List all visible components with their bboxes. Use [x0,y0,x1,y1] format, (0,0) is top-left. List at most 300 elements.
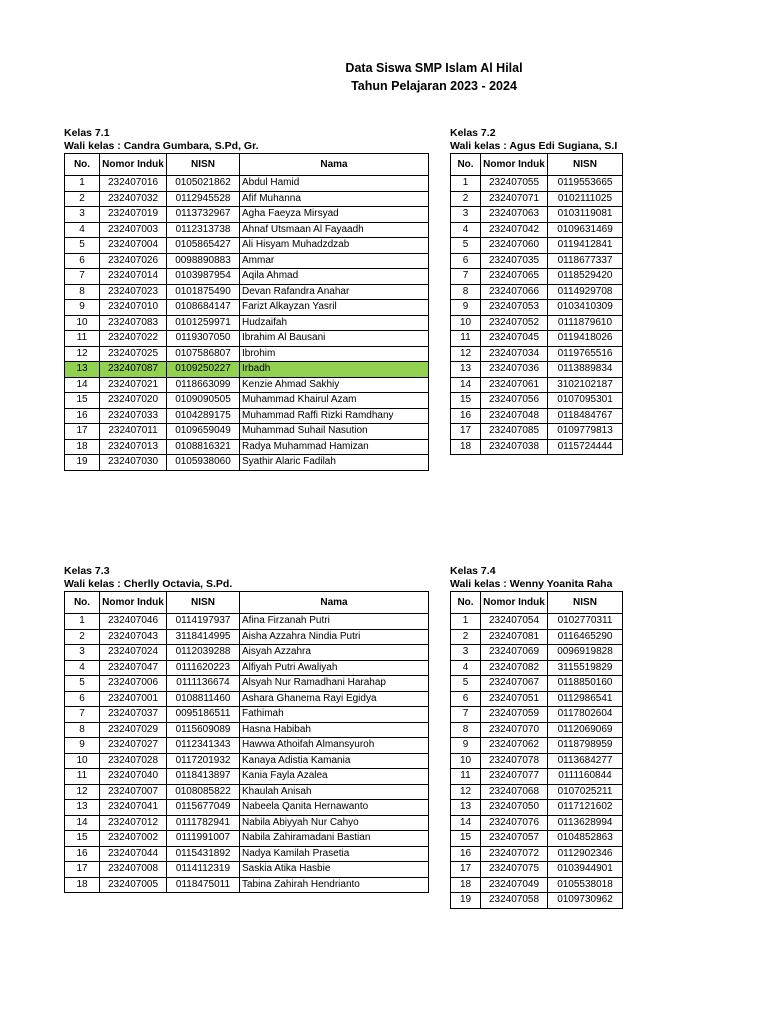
cell-no: 16 [451,408,481,424]
document-title [300,59,568,95]
cell-no: 7 [451,269,481,285]
cell-nomor-induk: 232407047 [100,660,167,676]
cell-nomor-induk: 232407045 [481,331,548,347]
table-row [65,284,429,300]
table-row [65,300,429,316]
table-row [65,315,429,331]
cell-nisn: 0109659049 [167,424,240,440]
table-row [65,800,429,816]
cell-nisn: 0101259971 [167,315,240,331]
cell-nisn: 0114112319 [167,862,240,878]
cell-nisn: 0101875490 [167,284,240,300]
table-row [65,722,429,738]
cell-no: 2 [451,629,481,645]
cell-no: 1 [65,176,100,192]
cell-nomor-induk: 232407056 [481,393,548,409]
cell-nomor-induk: 232407003 [100,222,167,238]
table-row [451,269,623,285]
cell-no: 8 [65,284,100,300]
header-nama: Nama [240,154,429,176]
table-row [65,846,429,862]
table-row [65,424,429,440]
header-no: No. [65,592,100,614]
cell-nama: Saskia Atika Hasbie [240,862,429,878]
cell-nama: Hudzaifah [240,315,429,331]
cell-no: 4 [65,660,100,676]
cell-no: 12 [451,346,481,362]
cell-nisn: 0115609089 [167,722,240,738]
cell-nomor-induk: 232407002 [100,831,167,847]
cell-no: 11 [65,769,100,785]
table-row [65,455,429,471]
cell-nomor-induk: 232407078 [481,753,548,769]
cell-nisn: 0111620223 [167,660,240,676]
class-block-7-1 [64,127,429,471]
cell-nisn: 0112313738 [167,222,240,238]
cell-nama: Aqila Ahmad [240,269,429,285]
cell-nama: Kenzie Ahmad Sakhiy [240,377,429,393]
table-row [451,222,623,238]
table-row [65,660,429,676]
homeroom-teacher: Wali kelas : Wenny Yoanita Raha [450,578,613,590]
cell-nisn: 0115431892 [167,846,240,862]
cell-no: 5 [451,238,481,254]
header-nomor-induk: Nomor Induk [100,154,167,176]
cell-nomor-induk: 232407059 [481,707,548,723]
cell-nisn: 0113889834 [548,362,623,378]
cell-nomor-induk: 232407069 [481,645,548,661]
cell-nisn: 0117802604 [548,707,623,723]
cell-nomor-induk: 232407035 [481,253,548,269]
cell-no: 3 [451,207,481,223]
cell-nomor-induk: 232407082 [481,660,548,676]
table-row [65,769,429,785]
cell-nama: Ahnaf Utsmaan Al Fayaadh [240,222,429,238]
cell-nisn: 0112069069 [548,722,623,738]
cell-nisn: 0107025211 [548,784,623,800]
cell-nama: Farizt Alkayzan Yasril [240,300,429,316]
cell-nama: Ibrahim Al Bausani [240,331,429,347]
cell-nisn: 0118475011 [167,877,240,893]
cell-nisn: 0113628994 [548,815,623,831]
class-block-7-2 [450,127,622,455]
cell-no: 13 [65,800,100,816]
cell-nisn: 0118798959 [548,738,623,754]
cell-no: 7 [65,707,100,723]
student-table [64,153,429,471]
cell-nisn: 0119553665 [548,176,623,192]
cell-nisn: 0103119081 [548,207,623,223]
cell-no: 13 [65,362,100,378]
cell-nomor-induk: 232407013 [100,439,167,455]
table-row [65,629,429,645]
cell-no: 12 [65,784,100,800]
cell-nomor-induk: 232407004 [100,238,167,254]
table-row [451,660,623,676]
cell-nisn: 0119765516 [548,346,623,362]
cell-no: 7 [451,707,481,723]
cell-no: 7 [65,269,100,285]
cell-nomor-induk: 232407030 [100,455,167,471]
cell-nisn: 0119418026 [548,331,623,347]
class-label: Kelas 7.2 [450,127,496,139]
table-row [451,784,623,800]
cell-nisn: 0113684277 [548,753,623,769]
cell-no: 11 [65,331,100,347]
table-row [451,238,623,254]
cell-nomor-induk: 232407041 [100,800,167,816]
class-label: Kelas 7.3 [64,565,110,577]
cell-nisn: 0114929708 [548,284,623,300]
cell-no: 2 [451,191,481,207]
cell-nomor-induk: 232407070 [481,722,548,738]
cell-nomor-induk: 232407021 [100,377,167,393]
table-row [65,222,429,238]
cell-nisn: 0109250227 [167,362,240,378]
cell-nomor-induk: 232407087 [100,362,167,378]
cell-nisn: 0109779813 [548,424,623,440]
student-table [450,153,623,455]
table-row [451,207,623,223]
cell-no: 1 [451,614,481,630]
cell-nomor-induk: 232407027 [100,738,167,754]
cell-no: 13 [451,362,481,378]
cell-nomor-induk: 232407066 [481,284,548,300]
table-row [65,176,429,192]
cell-no: 9 [451,300,481,316]
cell-no: 6 [451,691,481,707]
table-row [65,408,429,424]
cell-nomor-induk: 232407071 [481,191,548,207]
class-label: Kelas 7.1 [64,127,110,139]
table-row [451,753,623,769]
cell-nomor-induk: 232407024 [100,645,167,661]
cell-no: 16 [451,846,481,862]
cell-nomor-induk: 232407055 [481,176,548,192]
cell-no: 14 [65,377,100,393]
cell-nomor-induk: 232407034 [481,346,548,362]
table-row [451,191,623,207]
cell-nomor-induk: 232407040 [100,769,167,785]
table-row [65,269,429,285]
homeroom-teacher: Wali kelas : Agus Edi Sugiana, S.I [450,140,618,152]
cell-nisn: 0098890883 [167,253,240,269]
cell-nomor-induk: 232407046 [100,614,167,630]
cell-nomor-induk: 232407058 [481,893,548,909]
table-row [451,614,623,630]
cell-nisn: 0119412841 [548,238,623,254]
cell-nomor-induk: 232407048 [481,408,548,424]
cell-nomor-induk: 232407023 [100,284,167,300]
cell-nisn: 0111136674 [167,676,240,692]
cell-no: 10 [451,753,481,769]
cell-nomor-induk: 232407019 [100,207,167,223]
cell-nisn: 0109631469 [548,222,623,238]
cell-nomor-induk: 232407010 [100,300,167,316]
cell-nama: Muhammad Suhail Nasution [240,424,429,440]
cell-no: 18 [65,439,100,455]
header-no: No. [451,154,481,176]
cell-nisn: 0105865427 [167,238,240,254]
table-row [65,238,429,254]
cell-no: 11 [451,331,481,347]
table-row [65,362,429,378]
table-row [65,377,429,393]
table-row [65,346,429,362]
cell-nisn: 0104852863 [548,831,623,847]
class-block-7-3 [64,565,429,893]
table-row [451,691,623,707]
cell-nisn: 0105021862 [167,176,240,192]
cell-nisn: 3118414995 [167,629,240,645]
cell-no: 9 [65,738,100,754]
cell-nama: Aisyah Azzahra [240,645,429,661]
cell-nisn: 0118677337 [548,253,623,269]
cell-nomor-induk: 232407077 [481,769,548,785]
cell-nisn: 0111782941 [167,815,240,831]
cell-nama: Abdul Hamid [240,176,429,192]
cell-no: 9 [451,738,481,754]
header-nomor-induk: Nomor Induk [100,592,167,614]
cell-no: 16 [65,846,100,862]
table-row [65,877,429,893]
cell-nomor-induk: 232407068 [481,784,548,800]
cell-nama: Khaulah Anisah [240,784,429,800]
cell-nisn: 0117121602 [548,800,623,816]
class-label: Kelas 7.4 [450,565,496,577]
cell-nisn: 0116465290 [548,629,623,645]
cell-nisn: 0112945528 [167,191,240,207]
cell-nisn: 0111160844 [548,769,623,785]
table-row [451,769,623,785]
cell-nama: Kania Fayla Azalea [240,769,429,785]
header-nisn: NISN [167,592,240,614]
table-row [451,439,623,455]
cell-nomor-induk: 232407075 [481,862,548,878]
cell-nisn: 0096919828 [548,645,623,661]
cell-nama: Syathir Alaric Fadilah [240,455,429,471]
cell-nomor-induk: 232407043 [100,629,167,645]
table-row [65,784,429,800]
cell-nomor-induk: 232407049 [481,877,548,893]
cell-nomor-induk: 232407032 [100,191,167,207]
header-nisn: NISN [167,154,240,176]
cell-nisn: 0109730962 [548,893,623,909]
table-row [65,614,429,630]
cell-nisn: 0118413897 [167,769,240,785]
cell-no: 12 [65,346,100,362]
cell-no: 8 [451,284,481,300]
cell-no: 4 [451,660,481,676]
cell-nama: Muhammad Raffi Rizki Ramdhany [240,408,429,424]
cell-nomor-induk: 232407067 [481,676,548,692]
cell-no: 10 [65,315,100,331]
cell-nisn: 0112039288 [167,645,240,661]
cell-no: 1 [451,176,481,192]
table-row [451,862,623,878]
cell-nomor-induk: 232407038 [481,439,548,455]
cell-no: 6 [451,253,481,269]
cell-no: 6 [65,691,100,707]
table-row [451,722,623,738]
cell-nomor-induk: 232407054 [481,614,548,630]
cell-nomor-induk: 232407011 [100,424,167,440]
cell-nama: Ibrohim [240,346,429,362]
cell-nama: Nabeela Qanita Hernawanto [240,800,429,816]
table-row [451,393,623,409]
cell-nomor-induk: 232407051 [481,691,548,707]
cell-nama: Fathimah [240,707,429,723]
cell-nisn: 0119307050 [167,331,240,347]
table-header-row [65,154,429,176]
cell-no: 14 [451,815,481,831]
table-row [451,815,623,831]
cell-nama: Devan Rafandra Anahar [240,284,429,300]
student-table [64,591,429,893]
cell-nisn: 0108811460 [167,691,240,707]
cell-nomor-induk: 232407065 [481,269,548,285]
cell-nisn: 0107586807 [167,346,240,362]
title-school: Data Siswa SMP Islam Al Hilal [345,61,523,75]
cell-no: 2 [65,629,100,645]
table-row [451,707,623,723]
cell-no: 10 [451,315,481,331]
cell-nama: Alsyah Nur Ramadhani Harahap [240,676,429,692]
cell-no: 14 [65,815,100,831]
cell-no: 17 [65,862,100,878]
cell-nisn: 0112986541 [548,691,623,707]
cell-nisn: 0108816321 [167,439,240,455]
cell-nama: Tabina Zahirah Hendrianto [240,877,429,893]
cell-nisn: 0111991007 [167,831,240,847]
cell-nama: Nabila Abiyyah Nur Cahyo [240,815,429,831]
header-nomor-induk: Nomor Induk [481,592,548,614]
header-nomor-induk: Nomor Induk [481,154,548,176]
table-row [451,846,623,862]
cell-no: 3 [65,645,100,661]
table-row [451,629,623,645]
cell-nomor-induk: 232407081 [481,629,548,645]
cell-nisn: 0104289175 [167,408,240,424]
cell-no: 18 [65,877,100,893]
cell-nomor-induk: 232407033 [100,408,167,424]
cell-no: 15 [65,831,100,847]
cell-nisn: 3115519829 [548,660,623,676]
cell-nisn: 0103987954 [167,269,240,285]
table-row [451,738,623,754]
cell-nomor-induk: 232407042 [481,222,548,238]
table-row [451,377,623,393]
cell-nomor-induk: 232407005 [100,877,167,893]
cell-no: 17 [451,862,481,878]
cell-nomor-induk: 232407006 [100,676,167,692]
cell-nisn: 0115724444 [548,439,623,455]
cell-no: 17 [65,424,100,440]
cell-nomor-induk: 232407008 [100,862,167,878]
cell-no: 6 [65,253,100,269]
cell-nama: Ashara Ghanema Rayi Egidya [240,691,429,707]
cell-nisn: 0103944901 [548,862,623,878]
table-row [451,315,623,331]
cell-nisn: 0102770311 [548,614,623,630]
cell-no: 11 [451,769,481,785]
cell-no: 8 [65,722,100,738]
cell-no: 5 [65,676,100,692]
table-row [451,831,623,847]
cell-nomor-induk: 232407050 [481,800,548,816]
cell-no: 5 [451,676,481,692]
cell-no: 4 [451,222,481,238]
cell-nomor-induk: 232407036 [481,362,548,378]
table-row [65,707,429,723]
cell-no: 4 [65,222,100,238]
cell-nama: Hasna Habibah [240,722,429,738]
cell-nomor-induk: 232407052 [481,315,548,331]
table-row [65,207,429,223]
table-row [451,253,623,269]
cell-no: 2 [65,191,100,207]
header-nisn: NISN [548,592,623,614]
cell-nisn: 0105938060 [167,455,240,471]
cell-nisn: 0115677049 [167,800,240,816]
cell-nisn: 0118484767 [548,408,623,424]
table-row [65,439,429,455]
header-no: No. [451,592,481,614]
table-row [65,676,429,692]
cell-nomor-induk: 232407026 [100,253,167,269]
cell-nama: Kanaya Adistia Kamania [240,753,429,769]
cell-nomor-induk: 232407022 [100,331,167,347]
cell-nama: Hawwa Athoifah Almansyuroh [240,738,429,754]
cell-nomor-induk: 232407083 [100,315,167,331]
cell-nomor-induk: 232407063 [481,207,548,223]
cell-nisn: 0108684147 [167,300,240,316]
cell-no: 12 [451,784,481,800]
table-row [65,831,429,847]
table-row [451,408,623,424]
cell-nama: Aisha Azzahra Nindia Putri [240,629,429,645]
cell-nomor-induk: 232407053 [481,300,548,316]
cell-nisn: 0118850160 [548,676,623,692]
cell-nisn: 0111879610 [548,315,623,331]
cell-nisn: 0112902346 [548,846,623,862]
table-row [65,691,429,707]
cell-no: 14 [451,377,481,393]
cell-nomor-induk: 232407061 [481,377,548,393]
table-row [451,424,623,440]
cell-nomor-induk: 232407072 [481,846,548,862]
cell-nisn: 0095186511 [167,707,240,723]
cell-nama: Radya Muhammad Hamizan [240,439,429,455]
table-header-row [451,154,623,176]
cell-nama: Afif Muhanna [240,191,429,207]
cell-nomor-induk: 232407020 [100,393,167,409]
cell-nisn: 0118529420 [548,269,623,285]
cell-nomor-induk: 232407037 [100,707,167,723]
cell-no: 18 [451,877,481,893]
cell-nama: Agha Faeyza Mirsyad [240,207,429,223]
cell-nomor-induk: 232407007 [100,784,167,800]
homeroom-teacher: Wali kelas : Candra Gumbara, S.Pd, Gr. [64,140,259,152]
table-header-row [65,592,429,614]
cell-no: 9 [65,300,100,316]
cell-nomor-induk: 232407012 [100,815,167,831]
cell-nisn: 0118663099 [167,377,240,393]
table-row [65,253,429,269]
cell-nama: Ammar [240,253,429,269]
cell-nama: Nadya Kamilah Prasetia [240,846,429,862]
cell-nomor-induk: 232407029 [100,722,167,738]
